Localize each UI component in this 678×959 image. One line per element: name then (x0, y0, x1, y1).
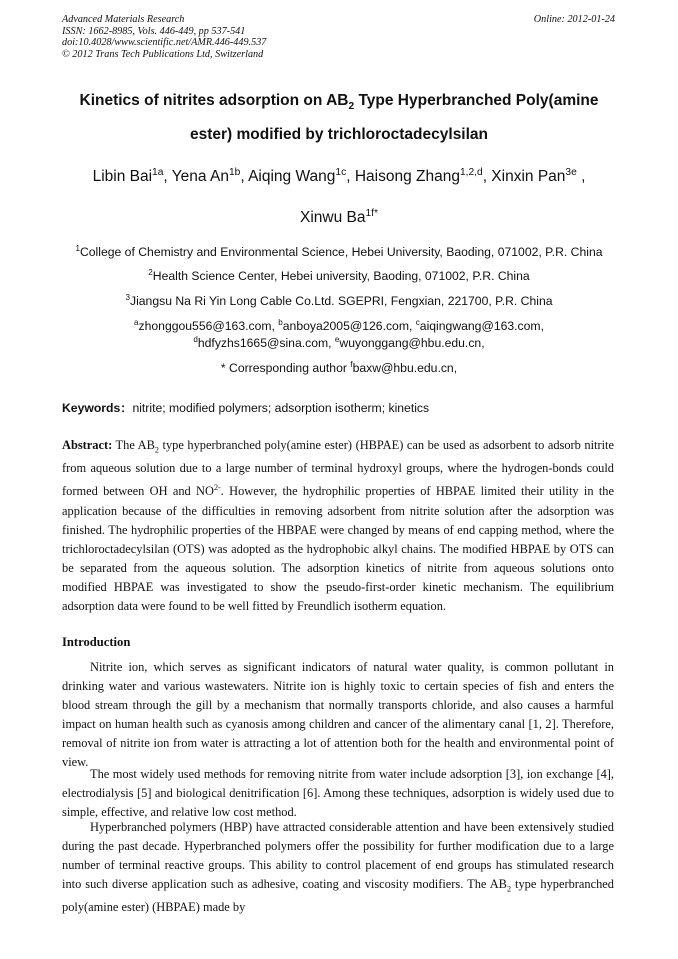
doi-line: doi:10.4028/www.scientific.net/AMR.446-449.537 (62, 37, 267, 49)
abstract-label: Abstract: (62, 438, 113, 452)
email-list-line-1: $^a$zhonggou556@163.com, $^b$anboya2005@126.com, $^c$aiqingwang@163.com, (134, 318, 544, 334)
journal-header (62, 14, 266, 60)
online-date: Online: 2012-01-24 (533, 14, 615, 25)
keywords (62, 399, 429, 416)
abstract: Abstract: The $AB_2$ type hyperbranched poly(amine ester) (HBPAE) can be used as adsorbent to adsorb nitrite from aqueous solution due to a large number of terminal hydroxyl groups, where the hydrogen-bonds could formed between OH and $NO^{2-}$. However, the hydrophilic properties of HBPAE limited their utility in the application because of the difficulties in removing adsorbent from nitrite solution after the adsorption was finished. The hydrophilic properties of the HBPAE were changed by means of end capping method, where the trichloroctadecylsilan (OTS) was adopted as the hydrophobic alkyl chains. The modified HBPAE by OTS can be separated from the aqueous solution. The adsorption kinetics of nitrite from aqueous solutions onto modified HBPAE was investigated to show the pseudo-first-order kinetic mechanism. The equilibrium adsorption data were found to be well fitted by Freundlich isotherm equation. (62, 438, 614, 613)
section-heading-introduction: Introduction (62, 635, 131, 649)
author-list-line-2: Xinwu $Ba^{1f*}$ (300, 208, 378, 227)
author-list: Libin Bai$^{1a}$, Yena $An^{1b}$, Aiqing Wang$^{1c}$, Haisong Zhang$^{1,2,d}$, Xinxin Pan$^{3e}$ , (92, 167, 586, 186)
paper-title-line-1: Kinetics of nitrites adsorption on $AB_2$ Type Hyperbranched Poly(amine (79, 92, 599, 113)
keywords-label: Keywords： (62, 401, 133, 415)
intro-paragraph-2: The most widely used methods for removing nitrite from water include adsorption [3], ion exchange [4], electrodialysis [5] and biological denitrification [6]. Among these techniques, adsorption is widely used due to simple, effective, and relative low cost method. (62, 767, 614, 819)
email-list-line-2: $^d$hdfyzhs1665@sina.com, $^e$wuyonggang@hbu.edu.cn, (193, 335, 485, 351)
issn-line: ISSN: 1662-8985, Vols. 446-449, pp 537-541 (62, 25, 246, 37)
journal-name: Advanced Materials Research (62, 14, 185, 25)
intro-paragraph-1: Nitrite ion, which serves as significant indicators of natural water quality, is common pollutant in drinking water and various wastewaters. Nitrite ion is highly toxic to certain species of fish and enters the blood stream through the gill by a mechanism that normally transports chloride, and also causes a harmful impact on human health such as cyanosis among children and cancer of the alimentary canal [1, 2]. Therefore, removal of nitrite ion from water is attracting a lot of attention both for the health and environmental point of view. (62, 660, 614, 769)
affiliation-1: $^1$College of Chemistry and Environmental Science, Hebei University, Baoding, 071002, P.R. China (75, 244, 603, 260)
paper-title-line-2: ester) modified by trichloroctadecylsilan (189, 126, 489, 143)
copyright-line: © 2012 Trans Tech Publications Ltd, Switzerland (62, 48, 264, 60)
corresponding-author: * Corresponding author $^f$baxw@hbu.edu.cn, (220, 360, 458, 376)
intro-paragraph-3: Hyperbranched polymers (HBP) have attracted considerable attention and have been extensively studied during the past decade. Hyperbranched polymers offer the possibility for further modification due to a large number of terminal reactive groups. This ability to control placement of end groups has stimulated research into such diverse application such as adhesive, coating and viscosity modifiers. The $AB_2$ type hyperbranched poly(amine ester) (HBPAE) made by (62, 820, 614, 915)
affiliation-2: $^2$Health Science Center, Hebei university, Baoding, 071002, P.R. China (148, 268, 530, 284)
keywords-text: nitrite; modified polymers; adsorption isotherm; kinetics (132, 401, 430, 415)
affiliation-3: $^3$Jiangsu Na Ri Yin Long Cable Co.Ltd. SGEPRI, Fengxian, 221700, P.R. China (125, 293, 553, 309)
